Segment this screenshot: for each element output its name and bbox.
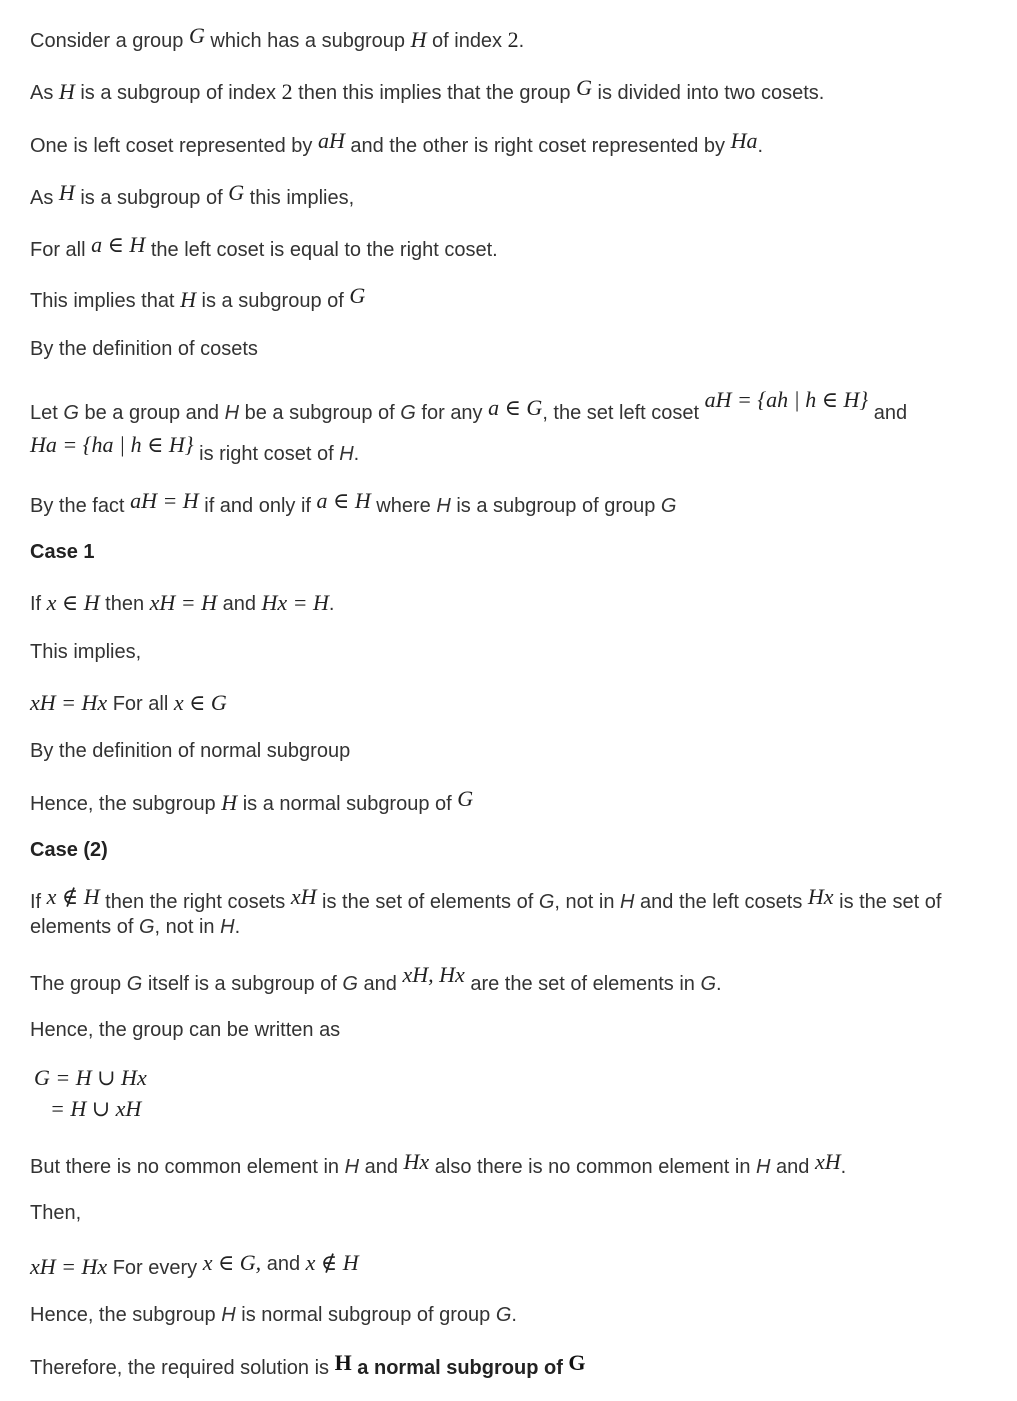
paragraph-22: xH = Hx For every x ∈ G, and x ∉ H [30,1250,359,1279]
paragraph-10: By the fact aH = H if and only if a ∈ H where H is a subgroup of group G [30,488,677,517]
paragraph-23: Hence, the subgroup H is normal subgroup of group G. [30,1304,517,1326]
paragraph-12: This implies, [30,641,142,663]
paragraph-13: xH = Hx For all x ∈ G [30,690,227,715]
paragraph-1: Consider a group G which has a subgroup H of index 2. [30,23,525,52]
paragraph-9: Ha = {ha | h ∈ H} is right coset of H. [30,432,360,465]
equation-line-1: G = H ∪ Hx [34,1065,147,1090]
paragraph-15: Hence, the subgroup H is a normal subgroup of G [30,786,474,815]
paragraph-6: This implies that H is a subgroup of G [30,283,366,312]
paragraph-21: Then, [30,1202,82,1224]
case-1-heading: Case 1 [30,541,95,563]
case-2-heading: Case (2) [30,839,108,861]
paragraph-16: If x ∉ H then the right cosets xH is the set of elements of G, not in H and the left cosets Hx is the set of [30,884,942,913]
paragraph-18: The group G itself is a subgroup of G and xH, Hx are the set of elements in G. [30,962,722,995]
paragraph-4: As H is a subgroup of G this implies, [30,180,355,209]
paragraph-17: elements of G, not in H. [30,916,241,938]
paragraph-8: Let G be a group and H be a subgroup of G for any a ∈ G, the set left coset aH = {ah | h ∈ H} and [30,387,908,424]
paragraph-7: By the definition of cosets [30,338,258,360]
paragraph-19: Hence, the group can be written as [30,1019,341,1041]
paragraph-14: By the definition of normal subgroup [30,740,351,762]
paragraph-2: As H is a subgroup of index 2 then this implies that the group G is divided into two cosets. [30,75,825,104]
paragraph-20: But there is no common element in H and Hx also there is no common element in H and xH. [30,1149,847,1178]
paragraph-24-conclusion: Therefore, the required solution is H a normal subgroup of G [30,1350,586,1379]
equation-line-2: = H ∪ xH [50,1096,142,1121]
paragraph-11: If x ∈ H then xH = H and Hx = H. [30,590,335,615]
paragraph-3: One is left coset represented by aH and the other is right coset represented by Ha. [30,128,764,157]
paragraph-5: For all a ∈ H the left coset is equal to the right coset. [30,232,498,261]
